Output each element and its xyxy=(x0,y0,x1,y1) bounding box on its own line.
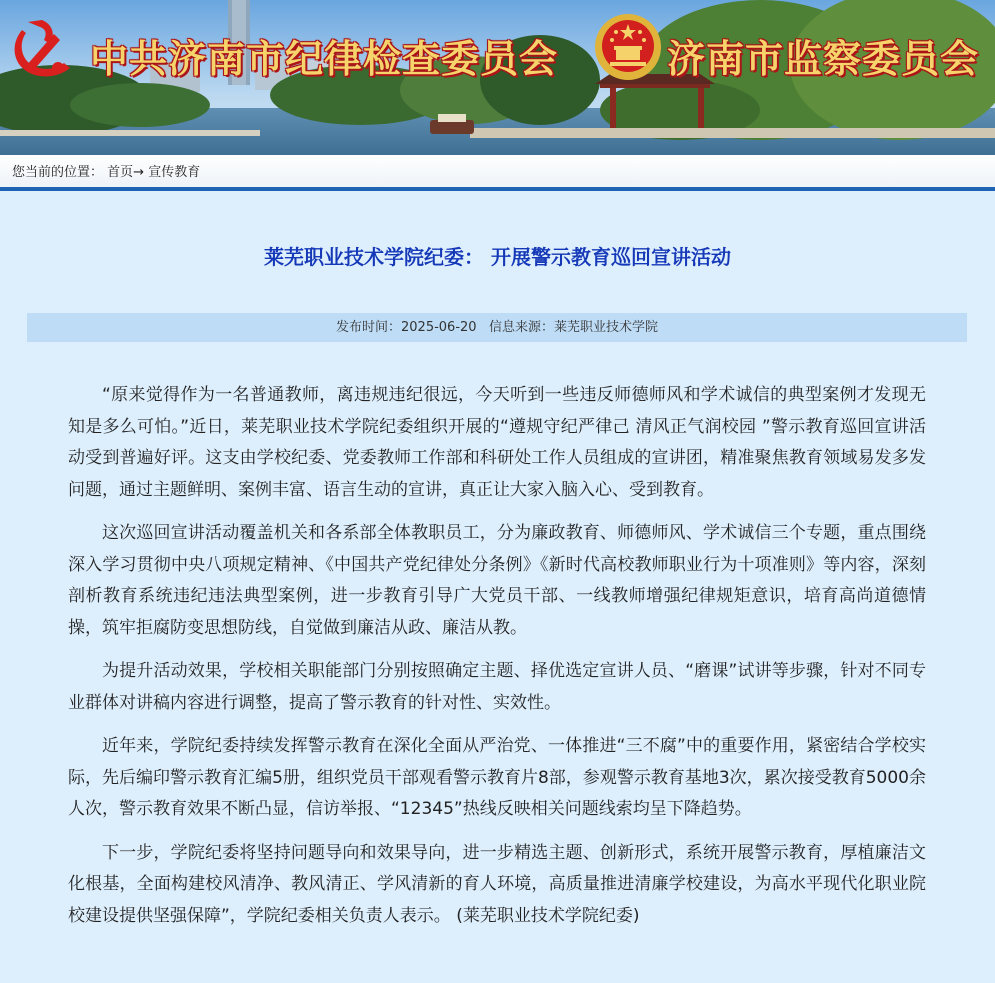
article-paragraph: 这次巡回宣讲活动覆盖机关和各系部全体教职员工，分为廉政教育、师德师风、学术诚信三个专题，重点围绕深入学习贯彻中央八项规定精神、《中国共产党纪律处分条例》《新时代高校教师职业行为十项准则》等内容，深刻剖析教育系统违纪违法典型案例，进一步教育引导广大党员干部、一线教师增强纪律规矩意识，培育高尚道德情操，筑牢拒腐防变思想防线，自觉做到廉洁从政、廉洁从教。 xyxy=(68,523,926,638)
article-body xyxy=(68,380,926,944)
article-paragraph: 下一步，学院纪委将坚持问题导向和效果导向，进一步精选主题、创新形式，系统开展警示教育，厚植廉洁文化根基，全面构建校风清净、教风清正、学风清新的育人环境，高质量推进清廉学校建设，为高水平现代化职业院校建设提供坚强保障”，学院纪委相关负责人表示。 (莱芜职业技术学院纪委) xyxy=(68,842,926,926)
article-paragraph: “原来觉得作为一名普通教师，离违规违纪很远，今天听到一些违反师德师风和学术诚信的典型案例才发现无知是多么可怕。”近日，莱芜职业技术学院纪委组织开展的“遵规守纪严律己 清风正气润校园 ”警示教育巡回宣讲活动受到普遍好评。这支由学校纪委、党委教师工作部和科研处工作人员组成的宣讲团，精准聚焦教育领域易发多发问题，通过主题鲜明、案例丰富、语言生动的宣讲，真正让大家入脑入心、受到教育。 xyxy=(68,385,926,500)
source-value: 莱芜职业技术学院 xyxy=(553,320,658,335)
publish-label: 发布时间： xyxy=(335,320,401,335)
source-label: 信息来源： xyxy=(488,320,554,335)
publish-date: 2025-06-20 xyxy=(401,320,477,335)
header-banner xyxy=(0,0,995,155)
breadcrumb-home-link[interactable]: 首页→ xyxy=(107,165,145,180)
breadcrumb-section-link[interactable]: 宣传教育 xyxy=(148,165,201,180)
breadcrumb xyxy=(0,155,995,191)
party-emblem-icon xyxy=(6,16,78,82)
commission-title: 中共济南市纪律检查委员会 xyxy=(90,36,559,81)
article-paragraph: 为提升活动效果，学校相关职能部门分别按照确定主题、择优选定宣讲人员、“磨课”试讲等步骤，针对不同专业群体对讲稿内容进行调整，提高了警示教育的针对性、实效性。 xyxy=(68,661,926,713)
article-title: 莱芜职业技术学院纪委： 开展警示教育巡回宣讲活动 xyxy=(264,245,731,269)
supervision-commission-title: 济南市监察委员会 xyxy=(667,36,980,81)
article-area xyxy=(0,191,995,983)
national-emblem-icon xyxy=(594,12,662,82)
article-meta-bar xyxy=(27,313,967,342)
article-paragraph: 近年来，学院纪委持续发挥警示教育在深化全面从严治党、一体推进“三不腐”中的重要作用，紧密结合学校实际，先后编印警示教育汇编5册，组织党员干部观看警示教育片8部，参观警示教育基地3次，累次接受教育5000余人次，警示教育效果不断凸显，信访举报、“12345”热线反映相关问题线索均呈下降趋势。 xyxy=(68,736,926,819)
breadcrumb-prefix: 您当前的位置： xyxy=(12,165,104,180)
